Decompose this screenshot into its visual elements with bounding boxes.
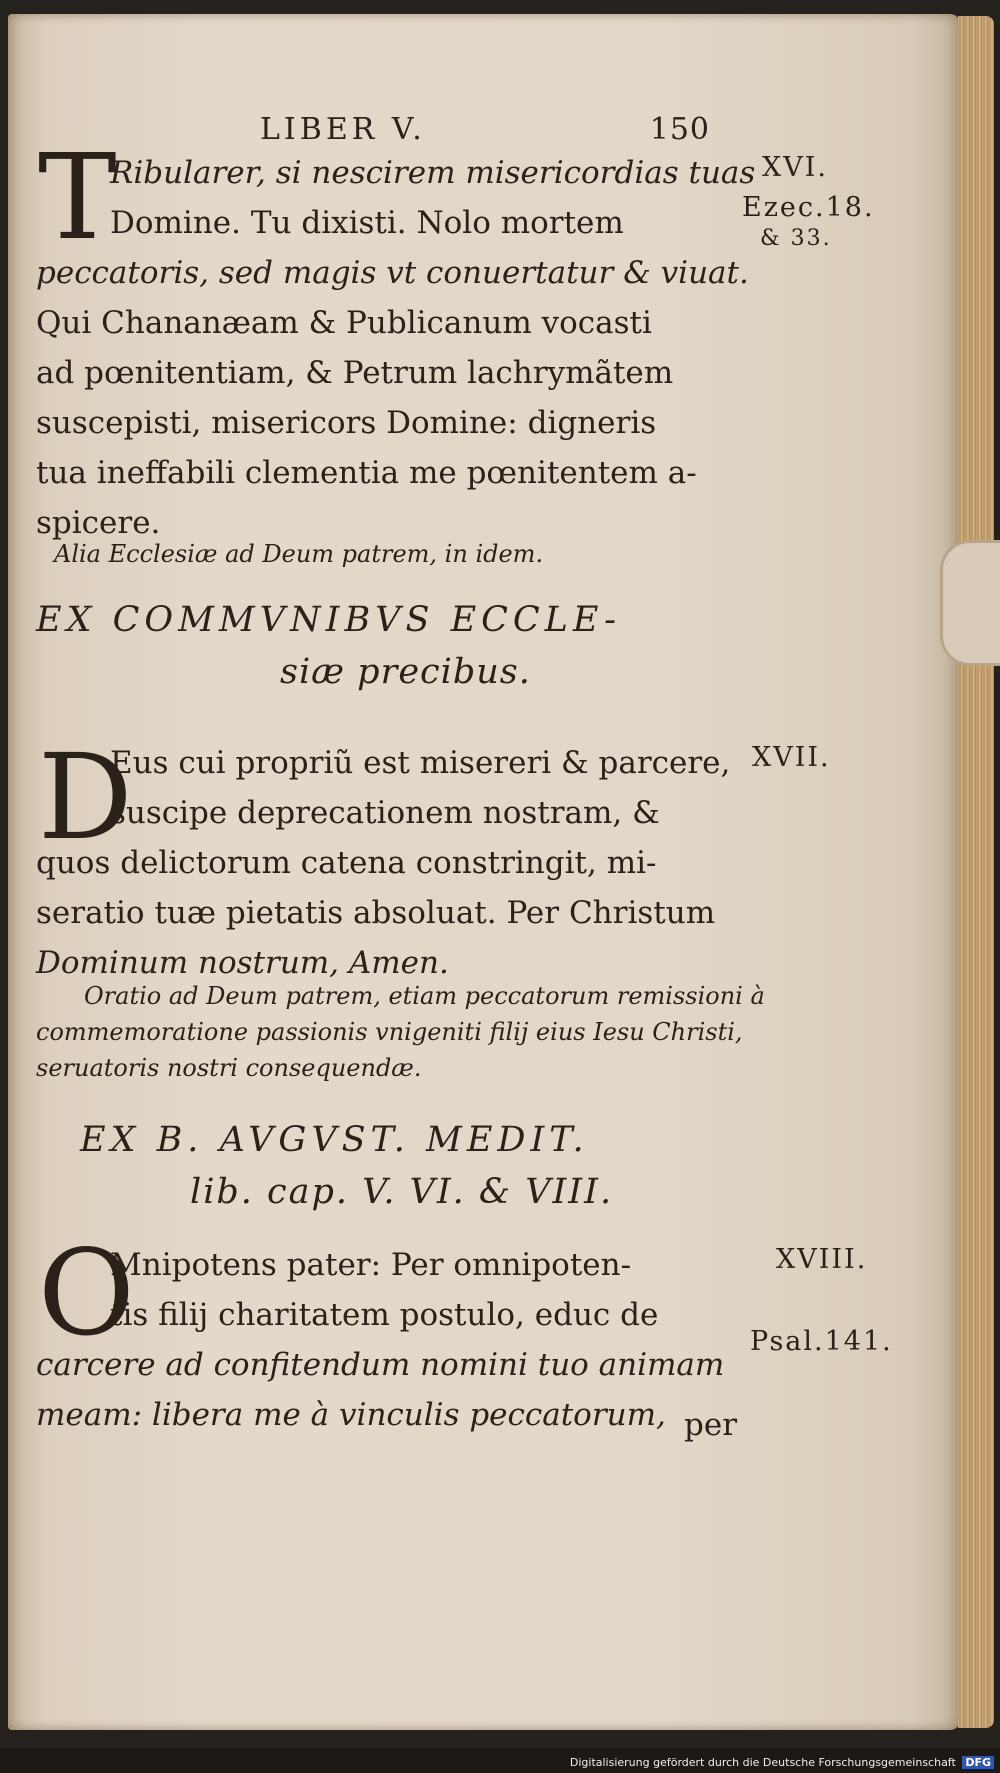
text-line: suscipe deprecationem nostram, & (110, 795, 660, 831)
text-line: spicere. (36, 505, 161, 541)
margin-note-ezec: Ezec.18. (742, 192, 875, 223)
text-line: suscepisti, misericors Domine: digneris (36, 405, 657, 441)
rubric-note-2 (36, 978, 765, 1086)
text-line: tua ineffabili clementia me pœnitentem a- (36, 455, 697, 491)
page-number: 150 (649, 112, 710, 147)
text-line: Qui Chananæam & Publicanum vocasti (36, 305, 652, 341)
dropcap-t: T (38, 128, 117, 266)
margin-note-xviii: XVIII. (776, 1244, 868, 1275)
text-line: meam: libera me à vinculis peccatorum, (36, 1397, 666, 1433)
digitization-credit (570, 1756, 994, 1769)
text-line: Ribularer, si nescirem misericordias tuas (110, 155, 756, 191)
rubric-note: Alia Ecclesiæ ad Deum patrem, in idem. (54, 540, 544, 568)
margin-note-xvii: XVII. (752, 742, 831, 773)
text-line: ad pœnitentiam, & Petrum lachrymãtem (36, 355, 674, 391)
bookmark-tab (940, 540, 1000, 666)
dropcap-o: O (38, 1224, 135, 1362)
note-line: Oratio ad Deum patrem, etiam peccatorum remissioni à (84, 982, 765, 1010)
text-line: quos delictorum catena constringit, mi- (36, 845, 657, 881)
section-heading-2: EX B. AVGVST. MEDIT. (80, 1120, 589, 1160)
section-xvii (36, 728, 756, 988)
credit-text: Digitalisierung gefördert durch die Deutsche Forschungsgemeinschaft (569, 1756, 956, 1769)
text-line: seratio tuæ pietatis absoluat. Per Christum (36, 895, 716, 931)
section-subheading-2: lib. cap. V. VI. & VIII. (190, 1172, 614, 1212)
text-line: Eus cui propriũ est misereri & parcere, (110, 745, 731, 781)
text-line: carcere ad confitendum nomini tuo animam (36, 1347, 725, 1383)
section-xviii (36, 1240, 756, 1440)
dropcap-d: D (38, 728, 133, 866)
section-heading: EX COMMVNIBVS ECCLE- (36, 600, 621, 640)
note-line: commemoratione passionis vnigeniti filij eius Iesu Christi, (36, 1018, 743, 1046)
book-title: LIBER V. (260, 112, 426, 147)
note-line: seruatoris nostri consequendæ. (36, 1054, 422, 1082)
margin-note-psal: Psal.141. (750, 1326, 893, 1357)
section-xvi (36, 148, 756, 548)
catchword: per (684, 1407, 738, 1443)
text-line: Mnipotens pater: Per omnipoten- (110, 1247, 632, 1283)
margin-note-xvi: XVI. (762, 152, 828, 183)
page-edges (958, 16, 994, 1728)
text-line: Dominum nostrum, Amen. (36, 945, 449, 981)
section-subheading: siæ precibus. (280, 652, 531, 692)
margin-note-33: & 33. (760, 226, 832, 251)
text-line: tis filij charitatem postulo, educ de (110, 1297, 659, 1333)
text-line: Domine. Tu dixisti. Nolo mortem (110, 205, 624, 241)
text-line: peccatoris, sed magis vt conuertatur & viuat. (36, 255, 749, 291)
dfg-logo: DFG (962, 1756, 994, 1769)
